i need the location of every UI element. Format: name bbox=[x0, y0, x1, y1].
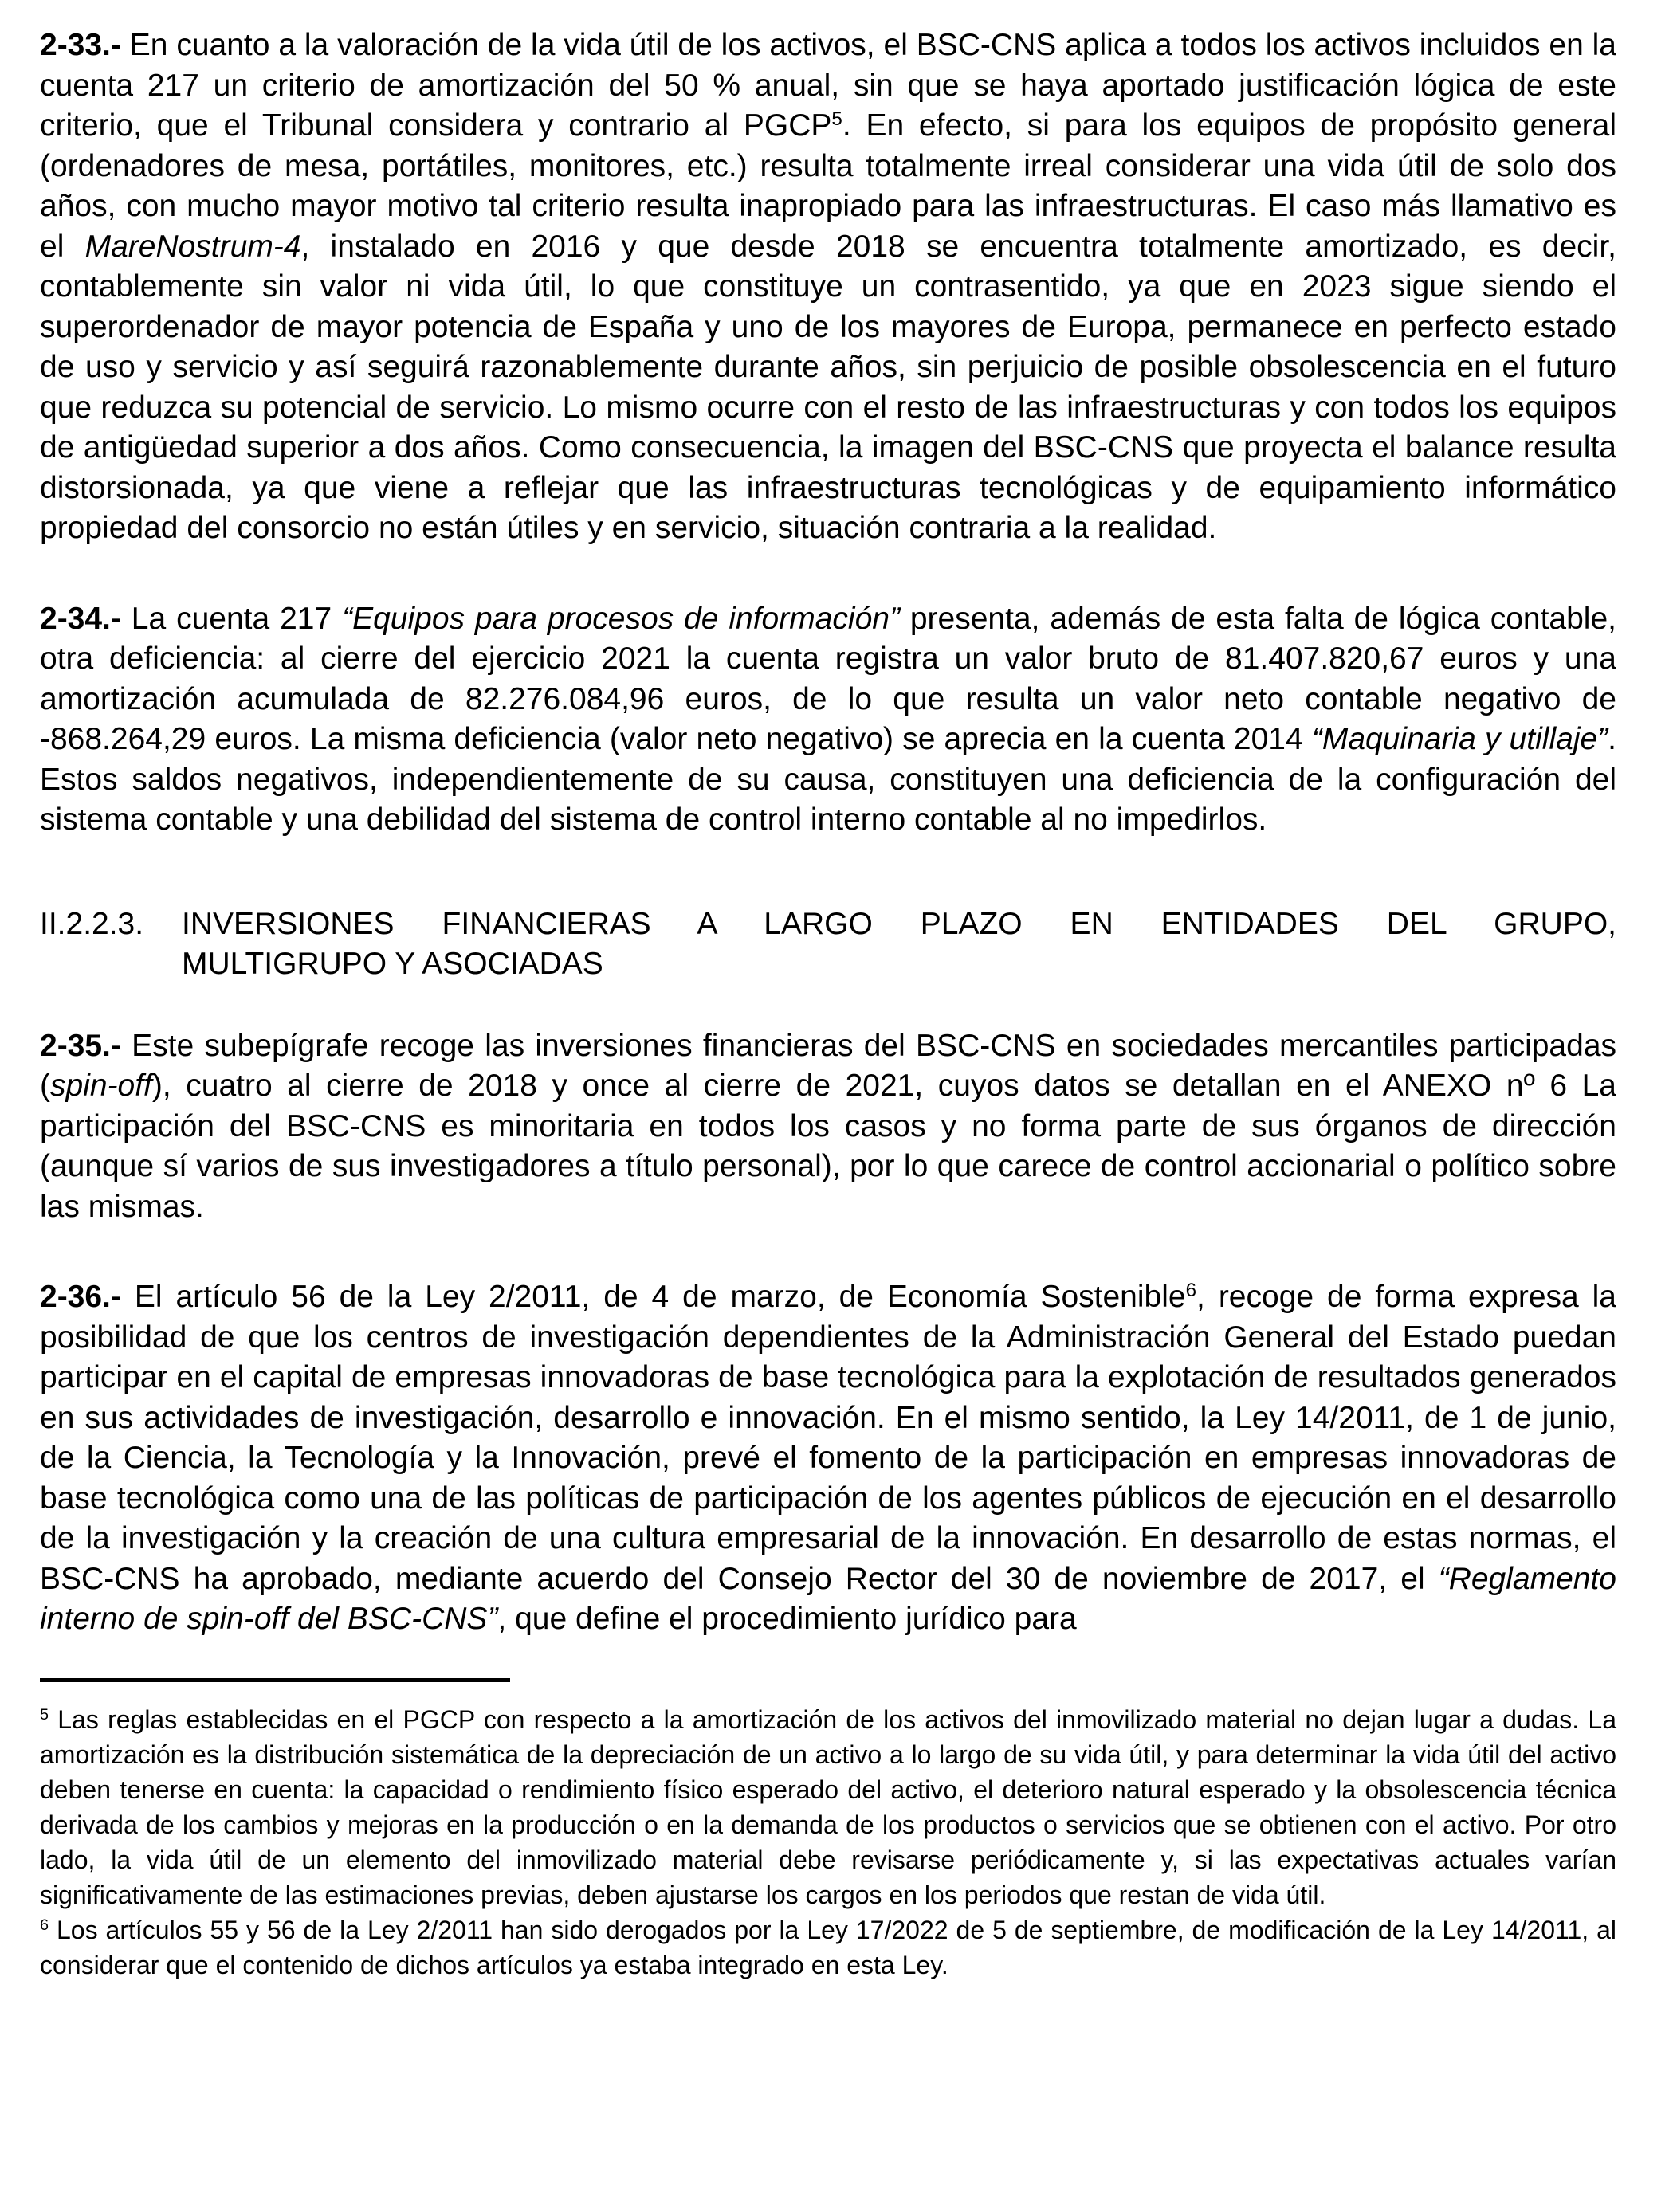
section-heading-line2: MULTIGRUPO Y ASOCIADAS bbox=[182, 947, 603, 981]
paragraph-2-35: 2-35.- Este subepígrafe recoge las inversiones financieras del BSC-CNS en sociedades mercantiles participadas (spin-off), cuatro al cierre de 2018 y once al cierre de 2021, cuyos datos se detallan en el ANEXO nº 6 La participación del BSC-CNS es minoritaria en todos los casos y no forma parte de sus órganos de dirección (aunque sí varios de sus investigadores a título personal), por lo que carece de control accionarial o político sobre las mismas. bbox=[40, 1028, 1617, 1224]
footnote-separator-rule bbox=[40, 1678, 510, 1682]
section-heading-number: II.2.2.3. bbox=[40, 906, 144, 941]
paragraph-2-36: 2-36.- El artículo 56 de la Ley 2/2011, de 4 de marzo, de Economía Sostenible$^6$, recoge de forma expresa la posibilidad de que los centros de investigación dependientes de la Administración General del Estado puedan participar en el capital de empresas innovadoras de base tecnológica para la explotación de resultados generados en sus actividades de investigación, desarrollo e innovación. En el mismo sentido, la Ley 14/2011, de 1 de junio, de la Ciencia, la Tecnología y la Innovación, prevé el fomento de la participación en empresas innovadoras de base tecnológica como una de las políticas de participación de los agentes públicos de ejecución en el desarrollo de la investigación y la creación de una cultura empresarial de la innovación. En desarrollo de estas normas, el BSC-CNS ha aprobado, mediante acuerdo del Consejo Rector del 30 de noviembre de 2017, el “Reglamento interno de spin-off del BSC-CNS”, que define el procedimiento jurídico para bbox=[40, 1279, 1617, 1636]
footnotes-section bbox=[40, 1702, 1616, 1983]
paragraph-2-33: 2-33.- En cuanto a la valoración de la vida útil de los activos, el BSC-CNS aplica a todos los activos incluidos en la cuenta 217 un criterio de amortización del 50 % anual, sin que se haya aportado justificación lógica de este criterio, que el Tribunal considera y contrario al PGCP$^5$. En efecto, si para los equipos de propósito general (ordenadores de mesa, portátiles, monitores, etc.) resulta totalmente irreal considerar una vida útil de solo dos años, con mucho mayor motivo tal criterio resulta inapropiado para las infraestructuras. El caso más llamativo es el MareNostrum-4, instalado en 2016 y que desde 2018 se encuentra totalmente amortizado, es decir, contablemente sin valor ni vida útil, lo que constituye un contrasentido, ya que en 2023 sigue siendo el superordenador de mayor potencia de España y uno de los mayores de Europa, permanece en perfecto estado de uso y servicio y así seguirá razonablemente durante años, sin perjuicio de posible obsolescencia en el futuro que reduzca su potencial de servicio. Lo mismo ocurre con el resto de las infraestructuras y con todos los equipos de antigüedad superior a dos años. Como consecuencia, la imagen del BSC-CNS que proyecta el balance resulta distorsionada, ya que viene a reflejar que las infraestructuras tecnológicas y de equipamiento informático propiedad del consorcio no están útiles y en servicio, situación contraria a la realidad. bbox=[40, 28, 1617, 545]
paragraph-2-34: 2-34.- La cuenta 217 “Equipos para procesos de información” presenta, además de esta falta de lógica contable, otra deficiencia: al cierre del ejercicio 2021 la cuenta registra un valor bruto de 81.407.820,67 euros y una amortización acumulada de 82.276.084,96 euros, de lo que resulta un valor neto contable negativo de -868.264,29 euros. La misma deficiencia (valor neto negativo) se aprecia en la cuenta 2014 “Maquinaria y utillaje”. Estos saldos negativos, independientemente de su causa, constituyen una deficiencia de la configuración del sistema contable y una debilidad del sistema de control interno contable al no impedirlos. bbox=[40, 601, 1617, 837]
footnote-5: $^5$ Las reglas establecidas en el PGCP con respecto a la amortización de los activos del inmovilizado material no dejan lugar a dudas. La amortización es la distribución sistemática de la depreciación de un activo a lo largo de su vida útil, y para determinar la vida útil del activo deben tenerse en cuenta: la capacidad o rendimiento físico esperado del activo, el deterioro natural esperado y la obsolescencia técnica derivada de los cambios y mejoras en la producción o en la demanda de los productos o servicios que se obtienen con el activo. Por otro lado, la vida útil de un elemento del inmovilizado material debe revisarse periódicamente y, si las expectativas actuales varían significativamente de las estimaciones previas, deben ajustarse los cargos en los periodos que restan de vida útil. bbox=[40, 1704, 1616, 1909]
section-heading bbox=[40, 904, 1616, 985]
footnote-6: $^6$ Los artículos 55 y 56 de la Ley 2/2011 han sido derogados por la Ley 17/2022 de 5 de septiembre, de modificación de la Ley 14/2011, al considerar que el contenido de dichos artículos ya estaba integrado en esta Ley. bbox=[40, 1915, 1616, 1979]
section-heading-text bbox=[182, 904, 1616, 985]
section-heading-line1: INVERSIONES FINANCIERAS A LARGO PLAZO EN ENTIDADES DEL GRUPO, bbox=[182, 906, 1616, 941]
